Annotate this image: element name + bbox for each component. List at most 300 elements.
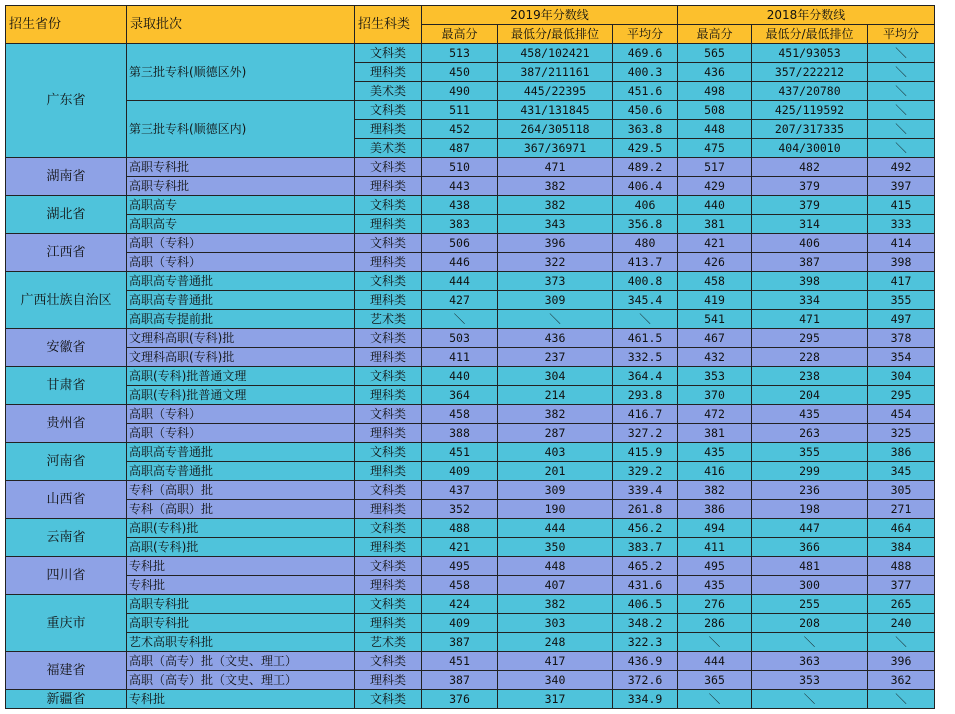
batch-cell: 高职专科批 [127, 595, 355, 614]
subject-cell: 理科类 [355, 348, 422, 367]
min-rank-2019-cell: 445/22395 [498, 82, 613, 101]
batch-cell: 第三批专科(顺德区外) [127, 44, 355, 101]
max-2018-cell: 472 [678, 405, 752, 424]
min-rank-2018-cell: 299 [752, 462, 868, 481]
min-rank-2018-cell: 425/119592 [752, 101, 868, 120]
province-cell: 贵州省 [6, 405, 127, 443]
table-row [6, 329, 935, 348]
max-2018-cell: 494 [678, 519, 752, 538]
max-2019-cell: 487 [422, 139, 498, 158]
max-2019-cell: 511 [422, 101, 498, 120]
avg-2018-cell: 355 [868, 291, 935, 310]
subject-cell: 文科类 [355, 557, 422, 576]
table-row [6, 272, 935, 291]
max-2018-cell: 411 [678, 538, 752, 557]
avg-2019-cell: ＼ [613, 310, 678, 329]
min-rank-2019-cell: 373 [498, 272, 613, 291]
avg-2019-cell: 372.6 [613, 671, 678, 690]
max-2019-cell: 411 [422, 348, 498, 367]
avg-2019-cell: 400.3 [613, 63, 678, 82]
subject-cell: 理科类 [355, 386, 422, 405]
max-2019-cell: 387 [422, 671, 498, 690]
avg-2018-cell: 325 [868, 424, 935, 443]
max-2019-cell: 444 [422, 272, 498, 291]
table-row [6, 576, 935, 595]
table-row [6, 519, 935, 538]
avg-2019-cell: 261.8 [613, 500, 678, 519]
min-rank-2018-cell: 437/20780 [752, 82, 868, 101]
subject-cell: 文科类 [355, 405, 422, 424]
avg-2019-cell: 327.2 [613, 424, 678, 443]
min-rank-2019-cell: 471 [498, 158, 613, 177]
batch-cell: 高职高专普通批 [127, 443, 355, 462]
table-row [6, 348, 935, 367]
table-row [6, 44, 935, 63]
avg-2019-cell: 436.9 [613, 652, 678, 671]
batch-cell: 高职高专普通批 [127, 462, 355, 481]
subject-cell: 理科类 [355, 671, 422, 690]
col-subject-header: 招生科类 [355, 6, 422, 44]
max-2018-cell: 382 [678, 481, 752, 500]
year-2019-header: 2019年分数线 [422, 6, 678, 25]
max-2018-cell: 386 [678, 500, 752, 519]
avg-2019-cell: 334.9 [613, 690, 678, 709]
subject-cell: 理科类 [355, 500, 422, 519]
avg-2018-cell: 295 [868, 386, 935, 405]
subject-cell: 文科类 [355, 481, 422, 500]
max-2019-cell: 495 [422, 557, 498, 576]
subject-cell: 理科类 [355, 291, 422, 310]
max-2018-cell: 565 [678, 44, 752, 63]
min-rank-2019-cell: 403 [498, 443, 613, 462]
max-2019-cell: 409 [422, 614, 498, 633]
subject-cell: 文科类 [355, 329, 422, 348]
avg-2019-cell: 383.7 [613, 538, 678, 557]
min-rank-2019-cell: 387/211161 [498, 63, 613, 82]
max-2019-cell: 387 [422, 633, 498, 652]
max-2018-cell: 467 [678, 329, 752, 348]
subject-cell: 理科类 [355, 424, 422, 443]
avg-2019-cell: 450.6 [613, 101, 678, 120]
avg-2019-cell: 416.7 [613, 405, 678, 424]
table-row [6, 690, 935, 709]
max-2018-cell: 436 [678, 63, 752, 82]
min-rank-2018-cell: 379 [752, 196, 868, 215]
table-row [6, 462, 935, 481]
min-rank-2018-cell: 404/30010 [752, 139, 868, 158]
avg-2018-cell: 464 [868, 519, 935, 538]
avg-2019-cell: 293.8 [613, 386, 678, 405]
batch-cell: 高职(专科)批普通文理 [127, 367, 355, 386]
province-cell: 广东省 [6, 44, 127, 158]
max-2019-cell: 438 [422, 196, 498, 215]
avg-2018-cell: 354 [868, 348, 935, 367]
min-rank-2019-cell: 436 [498, 329, 613, 348]
subject-cell: 艺术类 [355, 310, 422, 329]
table-row [6, 234, 935, 253]
min-rank-2018-cell: 204 [752, 386, 868, 405]
subject-cell: 理科类 [355, 215, 422, 234]
min-rank-2019-cell: 382 [498, 405, 613, 424]
table-row [6, 481, 935, 500]
batch-cell: 专科批 [127, 576, 355, 595]
table-row [6, 424, 935, 443]
min-rank-2018-cell: 366 [752, 538, 868, 557]
max-2018-cell: 276 [678, 595, 752, 614]
avg-2019-cell: 322.3 [613, 633, 678, 652]
province-cell: 四川省 [6, 557, 127, 595]
max-2019-cell: 352 [422, 500, 498, 519]
province-cell: 甘肃省 [6, 367, 127, 405]
batch-cell: 高职(专科)批 [127, 538, 355, 557]
avg-2018-cell: 397 [868, 177, 935, 196]
table-row [6, 538, 935, 557]
avg-2018-cell: ＼ [868, 139, 935, 158]
avg-2018-cell: 398 [868, 253, 935, 272]
min-rank-2019-cell: 322 [498, 253, 613, 272]
max-2019-cell: 364 [422, 386, 498, 405]
min-rank-2019-cell: 382 [498, 196, 613, 215]
min-rank-2018-cell: 263 [752, 424, 868, 443]
avg-2018-cell: 414 [868, 234, 935, 253]
min-rank-2018-cell: 238 [752, 367, 868, 386]
min-rank-2019-cell: 343 [498, 215, 613, 234]
min-rank-2018-cell: 406 [752, 234, 868, 253]
max-2018-cell: 353 [678, 367, 752, 386]
avg-2018-cell: ＼ [868, 633, 935, 652]
max-2018-cell: 498 [678, 82, 752, 101]
subject-cell: 文科类 [355, 443, 422, 462]
batch-cell: 高职（专科） [127, 424, 355, 443]
table-row [6, 215, 935, 234]
min-rank-2018-cell: 379 [752, 177, 868, 196]
max-2019-cell: 450 [422, 63, 498, 82]
max-2018-cell: 381 [678, 215, 752, 234]
table-row [6, 443, 935, 462]
table-row [6, 158, 935, 177]
province-cell: 安徽省 [6, 329, 127, 367]
header-row-years [6, 6, 935, 25]
avg-2018-cell: 305 [868, 481, 935, 500]
avg-2018-cell: 265 [868, 595, 935, 614]
max-2018-cell: 286 [678, 614, 752, 633]
batch-cell: 专科批 [127, 557, 355, 576]
avg-2018-cell: 454 [868, 405, 935, 424]
min-rank-2018-cell: 363 [752, 652, 868, 671]
min-rank-2018-cell: 355 [752, 443, 868, 462]
table-row [6, 177, 935, 196]
min-rank-2018-cell: 236 [752, 481, 868, 500]
max-2018-cell: 370 [678, 386, 752, 405]
max-2018-cell: 435 [678, 576, 752, 595]
avg-2018-cell: 345 [868, 462, 935, 481]
batch-cell: 高职（专科） [127, 253, 355, 272]
min-rank-2018-cell: ＼ [752, 633, 868, 652]
max-2018-cell: ＼ [678, 633, 752, 652]
min-rank-2019-cell: 248 [498, 633, 613, 652]
avg-2019-cell: 415.9 [613, 443, 678, 462]
subject-cell: 文科类 [355, 101, 422, 120]
avg-2018-cell: 271 [868, 500, 935, 519]
avg-2019-cell: 332.5 [613, 348, 678, 367]
subject-cell: 艺术类 [355, 633, 422, 652]
min-rank-2019-cell: 340 [498, 671, 613, 690]
avg-2019-header: 平均分 [613, 25, 678, 44]
max-2019-cell: 451 [422, 652, 498, 671]
batch-cell: 高职高专 [127, 196, 355, 215]
max-2019-cell: 488 [422, 519, 498, 538]
min-rank-2019-cell: 417 [498, 652, 613, 671]
min-rank-2019-cell: 303 [498, 614, 613, 633]
max-2019-cell: 440 [422, 367, 498, 386]
batch-cell: 高职（高专）批（文史、理工） [127, 671, 355, 690]
avg-2019-cell: 451.6 [613, 82, 678, 101]
avg-2019-cell: 356.8 [613, 215, 678, 234]
table-row [6, 367, 935, 386]
subject-cell: 文科类 [355, 234, 422, 253]
batch-cell: 高职专科批 [127, 158, 355, 177]
min-rank-2019-cell: 367/36971 [498, 139, 613, 158]
max-2019-header: 最高分 [422, 25, 498, 44]
avg-2018-cell: ＼ [868, 82, 935, 101]
max-2019-cell: 503 [422, 329, 498, 348]
batch-cell: 高职专科批 [127, 177, 355, 196]
subject-cell: 理科类 [355, 576, 422, 595]
avg-2018-cell: 362 [868, 671, 935, 690]
batch-cell: 文理科高职(专科)批 [127, 348, 355, 367]
max-2019-cell: 513 [422, 44, 498, 63]
min-rank-2018-cell: 314 [752, 215, 868, 234]
province-cell: 广西壮族自治区 [6, 272, 127, 329]
max-2019-cell: 409 [422, 462, 498, 481]
min-rank-2018-cell: 481 [752, 557, 868, 576]
max-2018-cell: 448 [678, 120, 752, 139]
max-2019-cell: 421 [422, 538, 498, 557]
province-cell: 山西省 [6, 481, 127, 519]
max-2018-cell: 421 [678, 234, 752, 253]
subject-cell: 文科类 [355, 44, 422, 63]
avg-2018-cell: 415 [868, 196, 935, 215]
subject-cell: 文科类 [355, 158, 422, 177]
max-2019-cell: 510 [422, 158, 498, 177]
max-2018-cell: 435 [678, 443, 752, 462]
province-cell: 云南省 [6, 519, 127, 557]
province-cell: 江西省 [6, 234, 127, 272]
avg-2019-cell: 456.2 [613, 519, 678, 538]
batch-cell: 第三批专科(顺德区内) [127, 101, 355, 158]
min-rank-2019-cell: 448 [498, 557, 613, 576]
batch-cell: 高职高专普通批 [127, 291, 355, 310]
table-row [6, 310, 935, 329]
min-rank-2018-cell: 471 [752, 310, 868, 329]
avg-2019-cell: 461.5 [613, 329, 678, 348]
table-row [6, 500, 935, 519]
table-row [6, 291, 935, 310]
max-2019-cell: 437 [422, 481, 498, 500]
min-rank-2018-cell: ＼ [752, 690, 868, 709]
subject-cell: 理科类 [355, 120, 422, 139]
min-rank-2019-cell: 264/305118 [498, 120, 613, 139]
min-rank-2018-cell: 208 [752, 614, 868, 633]
max-2018-cell: 426 [678, 253, 752, 272]
max-2018-cell: 495 [678, 557, 752, 576]
subject-cell: 理科类 [355, 63, 422, 82]
min-rank-2019-cell: 382 [498, 595, 613, 614]
province-cell: 河南省 [6, 443, 127, 481]
batch-cell: 艺术高职专科批 [127, 633, 355, 652]
col-province-header: 招生省份 [6, 6, 127, 44]
table-row [6, 557, 935, 576]
max-2018-cell: 432 [678, 348, 752, 367]
col-batch-header: 录取批次 [127, 6, 355, 44]
avg-2019-cell: 489.2 [613, 158, 678, 177]
table-row [6, 386, 935, 405]
avg-2019-cell: 469.6 [613, 44, 678, 63]
max-2018-header: 最高分 [678, 25, 752, 44]
table-row [6, 671, 935, 690]
min-rank-2019-cell: 309 [498, 291, 613, 310]
min-rank-2018-cell: 387 [752, 253, 868, 272]
avg-2019-cell: 413.7 [613, 253, 678, 272]
min-rank-2019-cell: 190 [498, 500, 613, 519]
min-rank-2018-cell: 228 [752, 348, 868, 367]
subject-cell: 理科类 [355, 614, 422, 633]
subject-cell: 文科类 [355, 690, 422, 709]
max-2019-cell: 383 [422, 215, 498, 234]
avg-2018-cell: 384 [868, 538, 935, 557]
batch-cell: 专科（高职）批 [127, 481, 355, 500]
avg-2019-cell: 406.5 [613, 595, 678, 614]
table-row [6, 196, 935, 215]
min-rank-2019-cell: 317 [498, 690, 613, 709]
province-cell: 福建省 [6, 652, 127, 690]
table-body [6, 44, 935, 709]
max-2018-cell: 444 [678, 652, 752, 671]
avg-2018-cell: 240 [868, 614, 935, 633]
max-2018-cell: 419 [678, 291, 752, 310]
batch-cell: 高职高专 [127, 215, 355, 234]
min-rank-2018-header: 最低分/最低排位 [752, 25, 868, 44]
max-2019-cell: 388 [422, 424, 498, 443]
max-2018-cell: 517 [678, 158, 752, 177]
max-2018-cell: 458 [678, 272, 752, 291]
subject-cell: 理科类 [355, 462, 422, 481]
max-2019-cell: 376 [422, 690, 498, 709]
min-rank-2018-cell: 295 [752, 329, 868, 348]
avg-2019-cell: 339.4 [613, 481, 678, 500]
batch-cell: 专科批 [127, 690, 355, 709]
min-rank-2019-cell: 304 [498, 367, 613, 386]
max-2019-cell: 424 [422, 595, 498, 614]
table-row [6, 405, 935, 424]
admission-scores-table [5, 5, 935, 709]
avg-2018-header: 平均分 [868, 25, 935, 44]
min-rank-2019-cell: 458/102421 [498, 44, 613, 63]
batch-cell: 高职(专科)批普通文理 [127, 386, 355, 405]
min-rank-2019-cell: 309 [498, 481, 613, 500]
avg-2019-cell: 480 [613, 234, 678, 253]
avg-2019-cell: 400.8 [613, 272, 678, 291]
table-row [6, 614, 935, 633]
avg-2018-cell: 488 [868, 557, 935, 576]
batch-cell: 文理科高职(专科)批 [127, 329, 355, 348]
subject-cell: 文科类 [355, 652, 422, 671]
avg-2018-cell: ＼ [868, 690, 935, 709]
min-rank-2019-cell: 237 [498, 348, 613, 367]
avg-2019-cell: 431.6 [613, 576, 678, 595]
batch-cell: 高职(专科)批 [127, 519, 355, 538]
max-2019-cell: 506 [422, 234, 498, 253]
min-rank-2019-cell: ＼ [498, 310, 613, 329]
max-2019-cell: 443 [422, 177, 498, 196]
avg-2018-cell: 378 [868, 329, 935, 348]
avg-2019-cell: 348.2 [613, 614, 678, 633]
subject-cell: 文科类 [355, 595, 422, 614]
min-rank-2018-cell: 482 [752, 158, 868, 177]
table-row [6, 101, 935, 120]
min-rank-2018-cell: 207/317335 [752, 120, 868, 139]
subject-cell: 美术类 [355, 139, 422, 158]
max-2018-cell: 381 [678, 424, 752, 443]
min-rank-2019-header: 最低分/最低排位 [498, 25, 613, 44]
min-rank-2018-cell: 357/222212 [752, 63, 868, 82]
max-2019-cell: 451 [422, 443, 498, 462]
avg-2018-cell: 386 [868, 443, 935, 462]
min-rank-2018-cell: 435 [752, 405, 868, 424]
subject-cell: 理科类 [355, 538, 422, 557]
max-2018-cell: 365 [678, 671, 752, 690]
avg-2018-cell: 333 [868, 215, 935, 234]
batch-cell: 高职（专科） [127, 234, 355, 253]
table-row [6, 595, 935, 614]
table-row [6, 253, 935, 272]
max-2019-cell: 490 [422, 82, 498, 101]
subject-cell: 理科类 [355, 177, 422, 196]
avg-2019-cell: 345.4 [613, 291, 678, 310]
min-rank-2019-cell: 287 [498, 424, 613, 443]
avg-2018-cell: ＼ [868, 120, 935, 139]
subject-cell: 文科类 [355, 196, 422, 215]
max-2019-cell: 452 [422, 120, 498, 139]
avg-2019-cell: 329.2 [613, 462, 678, 481]
table-row [6, 652, 935, 671]
batch-cell: 高职专科批 [127, 614, 355, 633]
min-rank-2019-cell: 350 [498, 538, 613, 557]
min-rank-2018-cell: 255 [752, 595, 868, 614]
avg-2018-cell: 304 [868, 367, 935, 386]
max-2018-cell: 429 [678, 177, 752, 196]
subject-cell: 理科类 [355, 253, 422, 272]
avg-2018-cell: 497 [868, 310, 935, 329]
batch-cell: 高职高专提前批 [127, 310, 355, 329]
province-cell: 湖南省 [6, 158, 127, 196]
batch-cell: 高职高专普通批 [127, 272, 355, 291]
min-rank-2018-cell: 398 [752, 272, 868, 291]
max-2019-cell: 458 [422, 405, 498, 424]
avg-2019-cell: 406 [613, 196, 678, 215]
max-2019-cell: 427 [422, 291, 498, 310]
max-2019-cell: ＼ [422, 310, 498, 329]
min-rank-2019-cell: 201 [498, 462, 613, 481]
max-2018-cell: 440 [678, 196, 752, 215]
batch-cell: 高职（高专）批（文史、理工） [127, 652, 355, 671]
avg-2019-cell: 364.4 [613, 367, 678, 386]
max-2018-cell: 416 [678, 462, 752, 481]
avg-2018-cell: ＼ [868, 101, 935, 120]
avg-2018-cell: 417 [868, 272, 935, 291]
min-rank-2019-cell: 214 [498, 386, 613, 405]
max-2019-cell: 446 [422, 253, 498, 272]
